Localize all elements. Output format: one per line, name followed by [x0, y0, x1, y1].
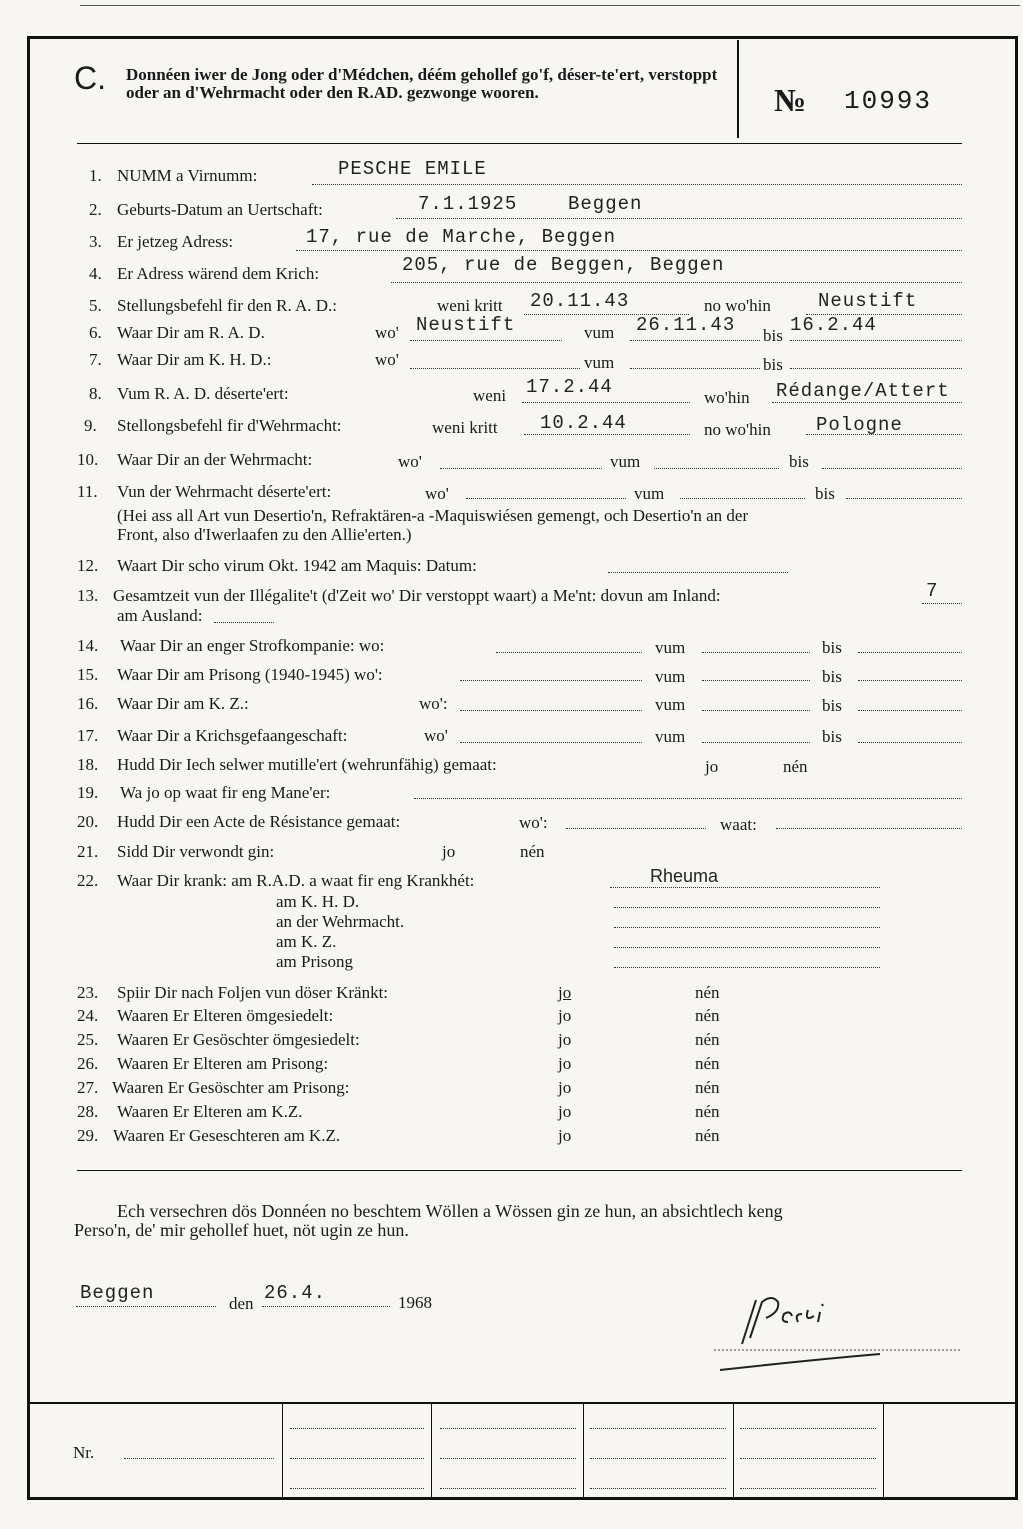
footer-cell-4-line-3 [740, 1488, 876, 1489]
field-4-value[interactable]: 205, rue de Beggen, Beggen [402, 254, 725, 276]
footer-nr-line [124, 1458, 274, 1459]
yesno-25-jo[interactable]: jo [558, 1030, 572, 1049]
field-21-label: Sidd Dir verwondt gin: [117, 842, 275, 861]
yesno-29-jo[interactable]: jo [558, 1126, 572, 1145]
signature-date[interactable]: 26.4. [264, 1282, 327, 1304]
field-6-from-line [630, 340, 760, 341]
yesno-28-nen[interactable]: nén [695, 1102, 720, 1121]
bottom-border [27, 1497, 1018, 1500]
field-16-bis: bis [822, 696, 842, 715]
yesno-25-number: 25. [77, 1030, 99, 1049]
field-6-number: 6. [89, 323, 102, 342]
field-16-vum: vum [655, 695, 686, 714]
field-6-wo: wo' [375, 323, 399, 342]
header-rule [77, 143, 962, 144]
field-7-place-line [410, 368, 580, 369]
yesno-27-nen[interactable]: nén [695, 1078, 720, 1097]
field-20-label: Hudd Dir een Acte de Résistance gemaat: [117, 812, 401, 831]
field-16-place-line [460, 710, 642, 711]
field-18-jo[interactable]: jo [705, 757, 719, 776]
yesno-26-label: Waaren Er Elteren am Prisong: [117, 1054, 329, 1073]
field-9-date[interactable]: 10.2.44 [540, 412, 627, 434]
field-17-number: 17. [77, 726, 99, 745]
footer-cell-2-line-3 [440, 1488, 576, 1489]
footer-cell-3-line-3 [590, 1488, 726, 1489]
field-7-number: 7. [89, 350, 102, 369]
field-1-number: 1. [89, 166, 102, 185]
field-22-label: Waar Dir krank: am R.A.D. a waat fir eng Krankhét: [117, 871, 475, 890]
field-3-number: 3. [89, 232, 102, 251]
field-22-sub-1: am K. H. D. [276, 892, 360, 911]
footer-cell-2-line-1 [440, 1428, 576, 1429]
field-13-number: 13. [77, 586, 99, 605]
field-9-place[interactable]: Pologne [816, 414, 903, 436]
footer-cell-4-line-1 [740, 1428, 876, 1429]
section-end-rule [77, 1170, 962, 1171]
field-22-line-1 [610, 887, 880, 888]
form-title: Donnéen iwer de Jong oder d'Médchen, déém gehollef go'f, déser-te'ert, verstoppt oder an d'Wehrmacht oder den R.AD. gezwonge wooren. [126, 65, 718, 102]
field-15-vum: vum [655, 667, 686, 686]
field-15-place-line [460, 680, 642, 681]
yesno-28-jo[interactable]: jo [558, 1102, 572, 1121]
field-13-label-2: am Ausland: [117, 606, 203, 625]
field-4-label: Er Adress wärend dem Krich: [117, 264, 320, 283]
field-17-label: Waar Dir a Krichsgefaangeschaft: [117, 726, 348, 745]
field-21-nen[interactable]: nén [520, 842, 545, 861]
field-20-number: 20. [77, 812, 99, 831]
top-dashed-line [80, 5, 1020, 6]
field-11-from-line [680, 498, 805, 499]
field-10-vum: vum [610, 452, 641, 471]
field-5-place[interactable]: Neustift [818, 290, 918, 312]
yesno-26-nen[interactable]: nén [695, 1054, 720, 1073]
signature-place-line [76, 1306, 216, 1307]
field-7-from-line [630, 368, 760, 369]
yesno-27-label: Waaren Er Gesöschter am Prisong: [112, 1078, 350, 1097]
yesno-27-number: 27. [77, 1078, 99, 1097]
field-1-value[interactable]: PESCHE EMILE [338, 158, 487, 180]
field-11-bis: bis [815, 484, 835, 503]
field-7-label: Waar Dir am K. H. D.: [117, 350, 272, 369]
field-11-label: Vun der Wehrmacht déserte'ert: [117, 482, 332, 501]
field-2-number: 2. [89, 200, 102, 219]
field-22-sub-4: am Prisong [276, 952, 353, 971]
field-17-bis: bis [822, 727, 842, 746]
field-8-date[interactable]: 17.2.44 [526, 376, 613, 398]
yesno-29-label: Waaren Er Geseschteren am K.Z. [113, 1126, 341, 1145]
field-20-wo: wo': [519, 813, 548, 832]
yesno-26-number: 26. [77, 1054, 99, 1073]
field-3-label: Er jetzeg Adress: [117, 232, 234, 251]
field-11-wo: wo' [425, 484, 449, 503]
yesno-23-number: 23. [77, 983, 99, 1002]
field-15-bis: bis [822, 667, 842, 686]
field-22-line-3 [614, 927, 880, 928]
footer-cell-3-line-2 [590, 1458, 726, 1459]
footer-cell-1-line-1 [290, 1428, 424, 1429]
field-5-number: 5. [89, 296, 102, 315]
signature-date-line [262, 1306, 390, 1307]
field-18-nen[interactable]: nén [783, 757, 808, 776]
yesno-29-number: 29. [77, 1126, 99, 1145]
field-13-inland-line [922, 603, 962, 604]
field-3-value[interactable]: 17, rue de Marche, Beggen [306, 226, 617, 248]
field-22-sub-3: am K. Z. [276, 932, 337, 951]
field-4-number: 4. [89, 264, 102, 283]
footer-cell-1-line-3 [290, 1488, 424, 1489]
footer-nr-label: Nr. [73, 1443, 95, 1462]
left-border [27, 36, 30, 1499]
field-18-number: 18. [77, 755, 99, 774]
number-box-divider [737, 40, 739, 138]
field-22-value[interactable]: Rheuma [650, 866, 719, 886]
yesno-28-label: Waaren Er Elteren am K.Z. [117, 1102, 303, 1121]
field-5-label: Stellungsbefehl fir den R. A. D.: [117, 296, 338, 315]
declaration-line-2: Perso'n, de' mir gehollef huet, nöt ugin ze hun. [74, 1220, 409, 1240]
field-1-label: NUMM a Virnumm: [117, 166, 258, 185]
footer-divider-5 [883, 1404, 884, 1497]
footer-cell-4-line-2 [740, 1458, 876, 1459]
footer-top-rule [27, 1402, 1018, 1404]
field-6-place-line [410, 340, 562, 341]
field-22-sub-2: an der Wehrmacht. [276, 912, 405, 931]
field-14-bis: bis [822, 638, 842, 657]
field-22-number: 22. [77, 871, 99, 890]
field-7-wo: wo' [375, 350, 399, 369]
field-19-line [414, 798, 962, 799]
section-letter: C. [74, 60, 106, 96]
field-19-label: Wa jo op waat fir eng Mane'er: [120, 783, 331, 802]
right-border [1015, 36, 1018, 1499]
field-19-number: 19. [77, 783, 99, 802]
field-3-line [296, 250, 962, 251]
field-16-from-line [702, 710, 810, 711]
field-20-place-line [566, 828, 706, 829]
yesno-27-jo[interactable]: jo [558, 1078, 572, 1097]
signature-year: 1968 [398, 1293, 432, 1312]
field-14-label: Waar Dir an enger Strofkompanie: wo: [120, 636, 385, 655]
field-8-weni: weni [473, 386, 507, 405]
field-2-place[interactable]: Beggen [568, 193, 643, 215]
field-5-weni: weni kritt [437, 296, 503, 315]
yesno-24-nen[interactable]: nén [695, 1006, 720, 1025]
yesno-23-label: Spiir Dir nach Foljen vun döser Kränkt: [117, 983, 389, 1002]
field-17-from-line [702, 742, 810, 743]
field-21-jo[interactable]: jo [442, 842, 456, 861]
field-9-label: Stellongsbefehl fir d'Wehrmacht: [117, 416, 342, 435]
field-10-number: 10. [77, 450, 99, 469]
yesno-26-jo[interactable]: jo [558, 1054, 572, 1073]
field-17-place-line [460, 742, 642, 743]
field-22-line-4 [614, 947, 880, 948]
field-11-place-line [466, 498, 626, 499]
form-number: 10993 [844, 86, 933, 116]
yesno-28-number: 28. [77, 1102, 99, 1121]
field-8-wohin: wo'hin [704, 388, 750, 407]
field-9-number: 9. [84, 416, 97, 435]
field-15-to-line [858, 680, 962, 681]
field-14-vum: vum [655, 638, 686, 657]
field-12-number: 12. [77, 556, 99, 575]
field-2-line [396, 218, 962, 219]
handwritten-signature [690, 1282, 970, 1378]
field-8-label: Vum R. A. D. déserte'ert: [117, 384, 289, 403]
field-6-label: Waar Dir am R. A. D. [117, 323, 265, 342]
field-13-label: Gesamtzeit vun der Illégalite't (d'Zeit wo' Dir verstoppt waart) a Me'nt: dovun am Inland: [113, 586, 721, 605]
field-7-to-line [790, 368, 962, 369]
yesno-24-label: Waaren Er Elteren ömgesiedelt: [117, 1006, 334, 1025]
field-8-date-line [522, 402, 690, 403]
field-14-from-line [702, 652, 810, 653]
field-20-what-line [776, 828, 962, 829]
yesno-24-number: 24. [77, 1006, 99, 1025]
field-4-line [391, 282, 962, 283]
field-16-to-line [858, 710, 962, 711]
field-16-wo: wo': [419, 694, 448, 713]
field-6-vum: vum [584, 323, 615, 342]
field-9-wohin: no wo'hin [704, 420, 771, 439]
field-6-to[interactable]: 16.2.44 [790, 314, 877, 336]
field-18-label: Hudd Dir Iech selwer mutille'ert (wehrunfähig) gemaat: [117, 755, 497, 774]
footer-divider-3 [583, 1404, 584, 1497]
footer-cell-3-line-1 [590, 1428, 726, 1429]
field-8-number: 8. [89, 384, 102, 403]
yesno-29-nen[interactable]: nén [695, 1126, 720, 1145]
yesno-23-nen[interactable]: nén [695, 983, 720, 1002]
yesno-25-nen[interactable]: nén [695, 1030, 720, 1049]
field-10-to-line [822, 468, 962, 469]
number-sign: № [774, 82, 807, 118]
field-14-number: 14. [77, 636, 99, 655]
field-5-date[interactable]: 20.11.43 [530, 290, 630, 312]
footer-divider-2 [431, 1404, 432, 1497]
field-9-weni: weni kritt [432, 418, 498, 437]
field-14-to-line [858, 652, 962, 653]
field-11-to-line [846, 498, 962, 499]
field-11-note-1: (Hei ass all Art vun Desertio'n, Refraktären-a -Maquiswiésen gemengt, och Desertio'n an der [117, 506, 749, 525]
top-border [27, 36, 1017, 39]
field-10-place-line [440, 468, 602, 469]
field-10-label: Waar Dir an der Wehrmacht: [117, 450, 313, 469]
field-10-from-line [654, 468, 779, 469]
field-15-label: Waar Dir am Prisong (1940-1945) wo': [117, 665, 383, 684]
field-11-note-2: Front, also d'Iwerlaafen zu den Allie'erten.) [117, 525, 412, 544]
field-7-vum: vum [584, 353, 615, 372]
footer-divider-1 [282, 1404, 283, 1497]
field-1-line [312, 184, 962, 185]
field-9-date-line [524, 434, 690, 435]
field-21-number: 21. [77, 842, 99, 861]
declaration-line-1: Ech versechren dös Donnéen no beschtem Wöllen a Wössen gin ze hun, an absichtlech keng [117, 1201, 783, 1221]
signature-den: den [229, 1294, 254, 1313]
field-17-vum: vum [655, 727, 686, 746]
field-11-number: 11. [77, 482, 98, 501]
field-16-number: 16. [77, 694, 99, 713]
field-17-to-line [858, 742, 962, 743]
field-16-label: Waar Dir am K. Z.: [117, 694, 249, 713]
field-10-bis: bis [789, 452, 809, 471]
field-8-place-line [772, 402, 962, 403]
field-2-label: Geburts-Datum an Uertschaft: [117, 200, 323, 219]
yesno-24-jo[interactable]: jo [558, 1006, 572, 1025]
field-5-wohin: no wo'hin [704, 296, 771, 315]
yesno-23-jo-selected[interactable]: jo [558, 983, 572, 1002]
field-2-date[interactable]: 7.1.1925 [418, 193, 518, 215]
field-15-from-line [702, 680, 810, 681]
footer-divider-4 [733, 1404, 734, 1497]
field-20-waat: waat: [720, 815, 757, 834]
field-17-wo: wo' [424, 726, 448, 745]
field-13-ausland-line [214, 622, 274, 623]
field-12-line [608, 572, 788, 573]
field-12-label: Waart Dir scho virum Okt. 1942 am Maquis: Datum: [117, 556, 477, 575]
field-6-place[interactable]: Neustift [416, 314, 516, 336]
field-14-place-line [496, 652, 642, 653]
field-22-line-5 [614, 967, 880, 968]
field-10-wo: wo' [398, 452, 422, 471]
footer-cell-1-line-2 [290, 1458, 424, 1459]
field-7-bis: bis [763, 355, 783, 374]
field-11-vum: vum [634, 484, 665, 503]
field-15-number: 15. [77, 665, 99, 684]
field-13-inland[interactable]: 7 [926, 580, 939, 602]
yesno-25-label: Waaren Er Gesöschter ömgesiedelt: [117, 1030, 360, 1049]
footer-cell-2-line-2 [440, 1458, 576, 1459]
field-8-place[interactable]: Rédange/Attert [776, 380, 950, 402]
field-6-from[interactable]: 26.11.43 [636, 314, 736, 336]
signature-place[interactable]: Beggen [80, 1282, 155, 1304]
field-6-to-line [790, 340, 962, 341]
field-22-line-2 [614, 907, 880, 908]
field-6-bis: bis [763, 326, 783, 345]
